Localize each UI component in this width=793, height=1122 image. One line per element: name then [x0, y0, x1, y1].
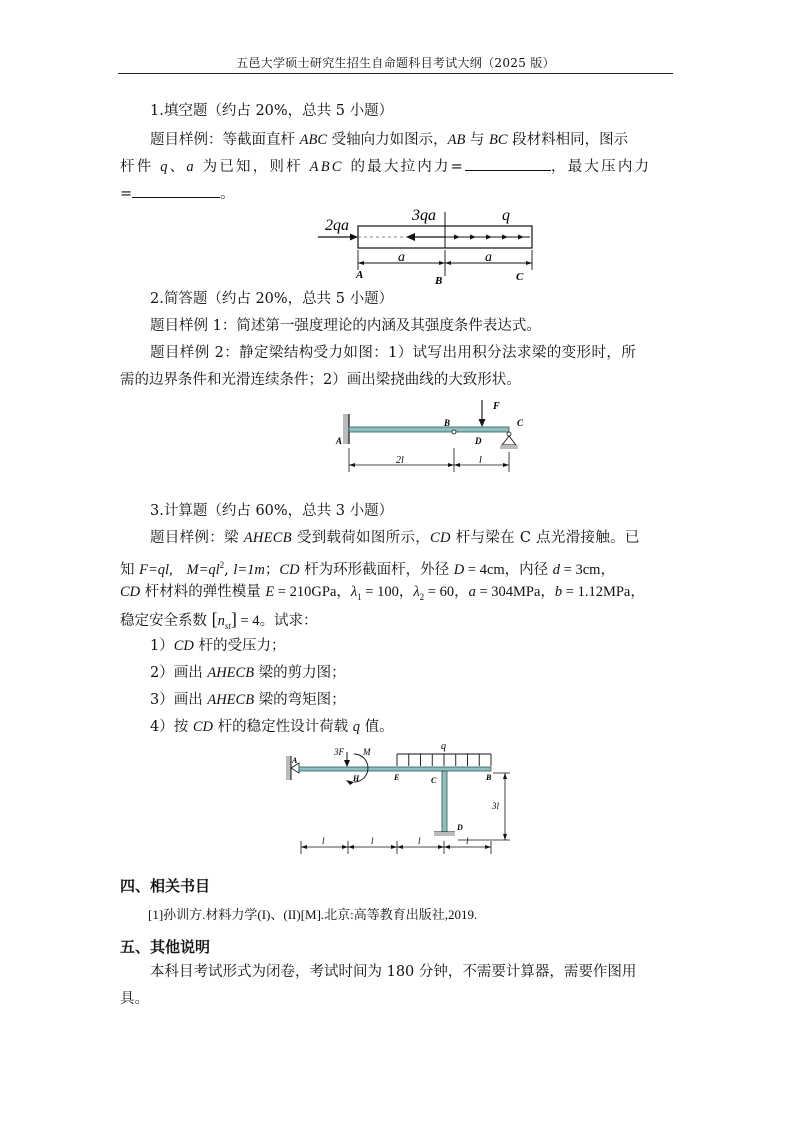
label-force-f: F — [493, 401, 500, 412]
sec1-example-line3: = 。 — [120, 180, 676, 208]
answer-blank-compression[interactable] — [132, 183, 220, 198]
label-point-c: C — [517, 418, 524, 428]
label-dim-l4: l — [466, 836, 469, 846]
label-dim-3l: 3l — [492, 801, 500, 811]
sec1-example-line2: 杆件 q、a 为已知，则杆 ABC 的最大拉内力= ，最大压内力 — [120, 153, 676, 181]
sec4-heading: 四、相关书目 — [120, 877, 211, 895]
label-dim-l1: l — [322, 836, 325, 846]
sec3-question1: 1）CD 杆的受压力； — [150, 638, 286, 654]
distributed-load-q — [397, 754, 491, 766]
label-point-a: A — [336, 436, 343, 446]
label-point-b: B — [435, 275, 443, 287]
label-2qa: 2qa — [325, 217, 349, 234]
force-f-arrowhead — [479, 419, 486, 427]
sec1-heading: 1.填空题（约占 20%，总共 5 小题） — [150, 103, 394, 119]
label-point-b: B — [444, 418, 451, 428]
label-point-a: A — [356, 269, 364, 281]
label-point-d: D — [475, 436, 482, 446]
hinge-b — [452, 430, 456, 434]
sec3-question2: 2）画出 AHECB 梁的剪力图； — [150, 665, 346, 681]
sec3-example-line2: 知 F=ql, $M=ql^2$, l=1m；CD 杆为环形截面杆，外径 D = 4cm，内径 d = 3cm， — [120, 560, 615, 578]
figure-axial-bar — [318, 202, 548, 288]
label-span-a2: a — [485, 250, 492, 265]
label-span-a1: a — [398, 250, 405, 265]
answer-blank-tension[interactable] — [465, 156, 551, 171]
label-point-c: C — [516, 271, 524, 283]
sec2-heading: 2.简答题（约占 20%，总共 5 小题） — [150, 291, 394, 307]
label-point-a: A — [292, 756, 298, 765]
beam-body — [299, 767, 491, 771]
sec3-question4: 4）按 CD 杆的稳定性设计荷载 q 值。 — [150, 719, 394, 735]
label-q: q — [441, 741, 446, 752]
load-arrowhead-mid — [406, 233, 415, 241]
label-dim-l2: l — [371, 836, 374, 846]
label-dim-l3: l — [418, 836, 421, 846]
fixed-wall — [343, 414, 349, 444]
label-point-d: D — [457, 823, 463, 832]
dimension-lines — [349, 448, 509, 472]
sec3-question3: 3）画出 AHECB 梁的弯矩图； — [150, 692, 346, 708]
label-point-e: E — [394, 773, 400, 782]
label-moment-m: M — [363, 747, 371, 757]
column-cd — [442, 771, 447, 832]
label-3qa: 3qa — [412, 207, 436, 224]
beam-body — [349, 427, 509, 432]
label-point-b: B — [486, 773, 492, 782]
sec3-example-line1: 题目样例：梁 AHECB 受到载荷如图所示，CD 杆与梁在 C 点光滑接触。已 — [150, 530, 640, 546]
header-rule — [118, 73, 673, 74]
page-header: 五邑大学硕士研究生招生自命题科目考试大纲（2025 版） — [236, 56, 555, 70]
load-arrowhead-left — [350, 234, 358, 241]
sec5-heading: 五、其他说明 — [120, 938, 211, 956]
sec3-heading: 3.计算题（约占 60%，总共 3 小题） — [150, 503, 394, 519]
force-3f-arrowhead — [344, 760, 350, 767]
label-point-h: H — [353, 774, 360, 783]
figure-static-beam — [330, 396, 530, 478]
label-force-3f: 3F — [334, 747, 344, 757]
sec5-line1: 本科目考试形式为闭卷，考试时间为 180 分钟，不需要计算器，需要作图用 — [150, 964, 637, 980]
sec2-example1: 题目样例 1：简述第一强度理论的内涵及其强度条件表达式。 — [150, 318, 541, 334]
sec2-example2-line2: 需的边界条件和光滑连续条件；2）画出梁挠曲线的大致形状。 — [120, 372, 521, 388]
roller-support-c — [500, 432, 518, 449]
sec1-example-line1: 题目样例：等截面直杆 ABC 受轴向力如图示，AB 与 BC 段材料相同，图示 — [150, 132, 629, 148]
label-dim-l: l — [479, 455, 482, 466]
sec2-example2-line1: 题目样例 2：静定梁结构受力如图：1）试写出用积分法求梁的变形时，所 — [150, 345, 637, 361]
label-dim-2l: 2l — [396, 455, 404, 466]
sec3-example-line3: CD 杆材料的弹性模量 E = 210GPa，$\lambda_1 = 100$，$\lambda_2 = 60$，a = 304MPa，b = 1.12MPa， — [120, 584, 645, 602]
label-point-c: C — [431, 776, 437, 785]
fixed-support-d — [434, 832, 455, 836]
label-q: q — [502, 207, 510, 224]
sec5-line2: 具。 — [120, 991, 149, 1007]
span-dimensions — [301, 841, 491, 854]
height-dimension — [458, 773, 510, 840]
reference-item-1: [1]孙训方.材料力学(I)、(II)[M].北京:高等教育出版社,2019. — [148, 907, 478, 922]
figure-beam-column — [284, 738, 524, 858]
distributed-axial-load — [445, 235, 530, 240]
sec3-example-line4: 稳定安全系数 $[n_{st}] = 4$。试求： — [120, 609, 318, 631]
